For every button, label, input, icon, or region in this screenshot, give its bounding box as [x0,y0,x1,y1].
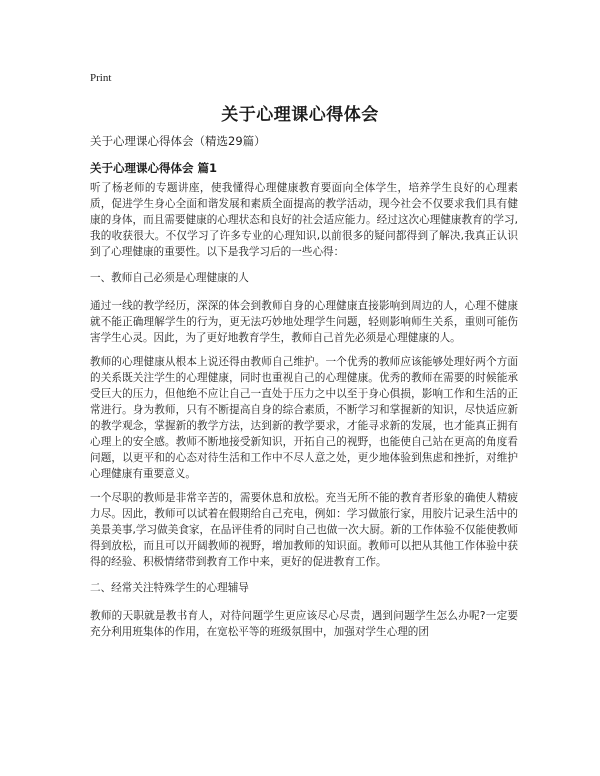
body-paragraph-2: 教师的心理健康从根本上说还得由教师自己维护。一个优秀的教师应该能够处理好两个方面的关系既关注学生的心理健康，同时也重视自己的心理健康。优秀的教师在需要的时候能承受巨大的压力，但他绝不应让自己一直处于压力之中以至于身心俱损，影响工作和生活的正常进行。身为教师，只有不断提高自身的综合素质，不断学习和掌握新的知识，尽快适应新的教学观念，掌握新的教学方法，达到新的教学要求，才能寻求新的发展，也才能真正拥有心理上的安全感。教师不断地接受新知识，开拓自己的视野，也能使自己站在更高的角度看问题，以更平和的心态对待生活和工作中不尽人意之处，更少地体验到焦虑和挫折，对维护心理健康有重要意义。 [90,356,518,480]
body-paragraph-1: 通过一线的教学经历，深深的体会到教师自身的心理健康直接影响到周边的人，心理不健康就不能正确理解学生的行为，更无法巧妙地处理学生问题，轻则影响师生关系，重则可能伤害学生心灵。因此，为了更好地教育学生，教师自己首先必须是心理健康的人。 [90,300,518,344]
intro-paragraph: 听了杨老师的专题讲座，使我懂得心理健康教育要面向全体学生，培养学生良好的心理素质，促进学生身心全面和谐发展和素质全面提高的教学活动，现今社会不仅要求我们具有健康的身体，而且需要健康的心理状态和良好的社会适应能力。经过这次心理健康教育的学习,我的收获很大。不仅学习了许多专业的心理知识,以前很多的疑问都得到了解决,我真正认识到了心理健康的重要性。以下是我学习后的一些心得： [90,182,518,258]
print-label[interactable]: Print [90,72,112,84]
section-heading: 关于心理课心得体会 篇1 [90,161,218,175]
document-subtitle: 关于心理课心得体会（精选29篇） [90,134,266,148]
document-body [90,180,518,648]
document-title: 关于心理课心得体会 [221,105,379,125]
point-heading-2: 二、经常关注特殊学生的心理辅导 [90,582,249,594]
body-paragraph-3: 一个尽职的教师是非常辛苦的，需要休息和放松。充当无所不能的教育者形象的确使人精疲力尽。因此，教师可以试着在假期给自己充电，例如：学习做旅行家，用胶片记录生活中的美景美事,学习做美食家，在品评佳肴的同时自己也做一次大厨。新的工作体验不仅能使教师得到放松，而且可以开阔教师的视野，增加教师的知识面。教师可以把从其他工作体验中获得的经验、积极情绪带到教育工作中来，更好的促进教育工作。 [90,492,518,568]
body-paragraph-4: 教师的天职就是教书育人，对待问题学生更应该尽心尽责，遇到问题学生怎么办呢?一定要充分利用班集体的作用，在宽松平等的班级氛围中，加强对学生心理的团 [90,610,518,638]
point-heading-1: 一、教师自己必须是心理健康的人 [90,272,249,284]
